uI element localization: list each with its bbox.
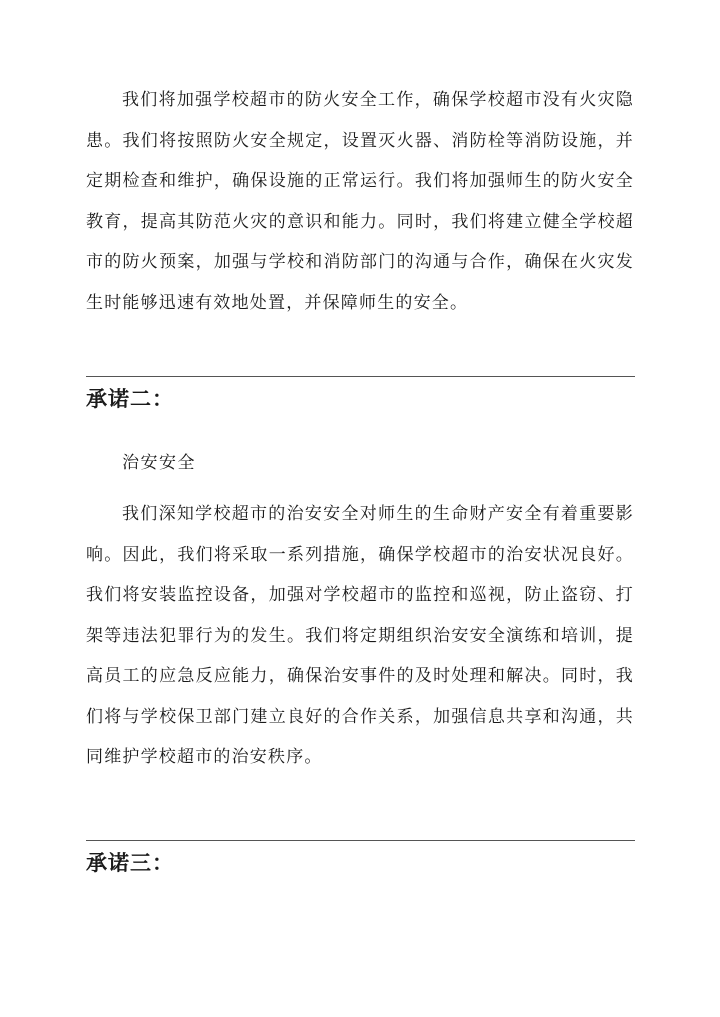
public-security-subheading: 治安安全	[122, 453, 196, 473]
commitment-three-heading: 承诺三：	[86, 850, 174, 875]
public-security-paragraph: 我们深知学校超市的治安安全对师生的生命财产安全有着重要影响。因此，我们将采取一系列措施，确保学校超市的治安状况良好。我们将安装监控设备，加强对学校超市的监控和巡视，防止盗窃、打架等违法犯罪行为的发生。我们将定期组织治安安全演练和培训，提高员工的应急反应能力，确保治安事件的及时处理和解决。同时，我们将与学校保卫部门建立良好的合作关系，加强信息共享和沟通，共同维护学校超市的治安秩序。	[86, 504, 634, 767]
section-divider	[86, 840, 635, 841]
section-divider	[86, 376, 635, 377]
commitment-two-heading: 承诺二：	[86, 386, 174, 411]
fire-safety-paragraph: 我们将加强学校超市的防火安全工作，确保学校超市没有火灾隐患。我们将按照防火安全规定，设置灭火器、消防栓等消防设施，并定期检查和维护，确保设施的正常运行。我们将加强师生的防火安全教育，提高其防范火灾的意识和能力。同时，我们将建立健全学校超市的防火预案，加强与学校和消防部门的沟通与合作，确保在火灾发生时能够迅速有效地处置，并保障师生的安全。	[86, 90, 634, 313]
